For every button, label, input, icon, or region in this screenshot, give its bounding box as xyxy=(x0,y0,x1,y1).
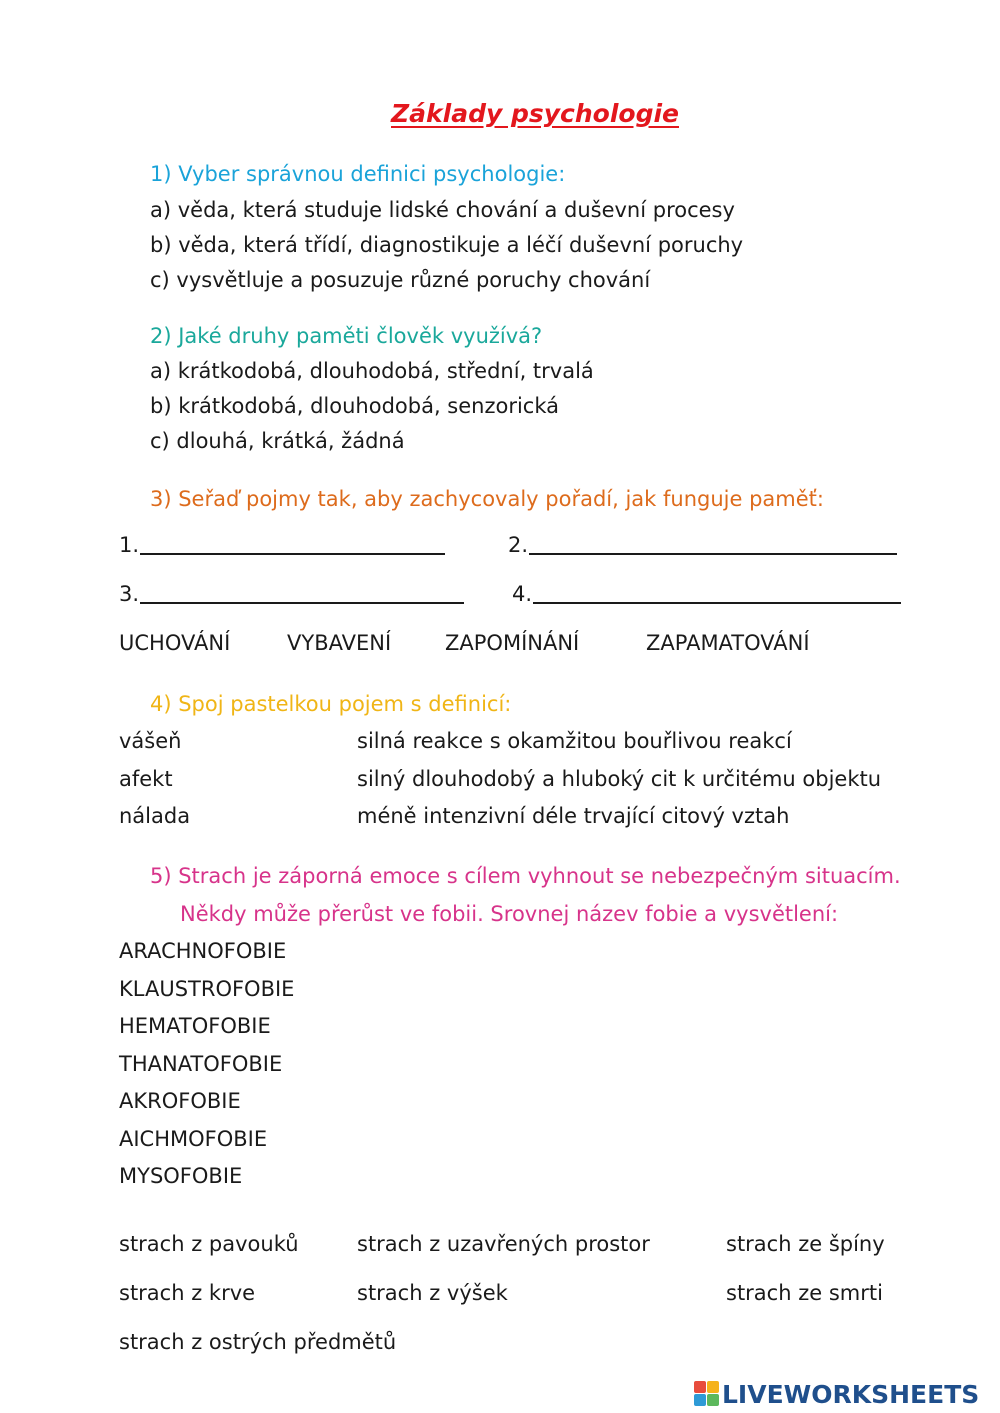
phobia-klaustrofobie[interactable]: KLAUSTROFOBIE xyxy=(119,977,295,1001)
question-1: 1) Vyber správnou definici psychologie: xyxy=(150,162,566,186)
liveworksheets-logo-icon xyxy=(694,1381,720,1407)
blank-number: 2. xyxy=(508,533,529,557)
answer-blank-3[interactable] xyxy=(119,582,464,608)
match-term-vasen[interactable]: vášeň xyxy=(119,729,182,753)
question-5-line-1: 5) Strach je záporná emoce s cílem vyhnout se nebezpečným situacím. xyxy=(150,864,901,888)
term-vybaveni: VYBAVENÍ xyxy=(287,631,392,655)
blank-line[interactable] xyxy=(533,602,901,604)
question-3: 3) Seřaď pojmy tak, aby zachycovaly pořadí, jak funguje paměť: xyxy=(150,487,824,511)
phobia-aichmofobie[interactable]: AICHMOFOBIE xyxy=(119,1127,268,1151)
blank-line[interactable] xyxy=(140,602,464,604)
q2-option-c[interactable]: c) dlouhá, krátká, žádná xyxy=(150,429,405,453)
explanation-spiny[interactable]: strach ze špíny xyxy=(726,1232,885,1256)
blank-number: 3. xyxy=(119,582,140,606)
blank-line[interactable] xyxy=(529,553,897,555)
phobia-thanatofobie[interactable]: THANATOFOBIE xyxy=(119,1052,283,1076)
explanation-ostrych-predmetu[interactable]: strach z ostrých předmětů xyxy=(119,1330,397,1354)
match-term-afekt[interactable]: afekt xyxy=(119,767,173,791)
question-4: 4) Spoj pastelkou pojem s definicí: xyxy=(150,692,512,716)
match-definition-3[interactable]: méně intenzivní déle trvající citový vztah xyxy=(357,804,790,828)
answer-blank-1[interactable] xyxy=(119,533,445,559)
match-definition-1[interactable]: silná reakce s okamžitou bouřlivou reakcí xyxy=(357,729,792,753)
phobia-akrofobie[interactable]: AKROFOBIE xyxy=(119,1089,241,1113)
q2-option-b[interactable]: b) krátkodobá, dlouhodobá, senzorická xyxy=(150,394,560,418)
question-5-line-2: Někdy může přerůst ve fobii. Srovnej název fobie a vysvětlení: xyxy=(180,902,839,926)
phobia-hematofobie[interactable]: HEMATOFOBIE xyxy=(119,1014,271,1038)
logo-wordmark: LIVEWORKSHEETS xyxy=(722,1379,980,1409)
explanation-vysek[interactable]: strach z výšek xyxy=(357,1281,508,1305)
liveworksheets-logo xyxy=(694,1380,979,1408)
term-zapominani: ZAPOMÍNÁNÍ xyxy=(445,631,580,655)
explanation-uzavrenych-prostor[interactable]: strach z uzavřených prostor xyxy=(357,1232,650,1256)
phobia-mysofobie[interactable]: MYSOFOBIE xyxy=(119,1164,243,1188)
explanation-krve[interactable]: strach z krve xyxy=(119,1281,256,1305)
term-zapamatovani: ZAPAMATOVÁNÍ xyxy=(646,631,810,655)
blank-number: 4. xyxy=(512,582,533,606)
explanation-pavouku[interactable]: strach z pavouků xyxy=(119,1232,299,1256)
blank-line[interactable] xyxy=(140,553,445,555)
question-2: 2) Jaké druhy paměti člověk využívá? xyxy=(150,324,543,348)
page-title: Základy psychologie xyxy=(391,99,679,128)
match-definition-2[interactable]: silný dlouhodobý a hluboký cit k určitému objektu xyxy=(357,767,882,791)
phobia-arachnofobie[interactable]: ARACHNOFOBIE xyxy=(119,939,287,963)
answer-blank-2[interactable] xyxy=(508,533,897,559)
blank-number: 1. xyxy=(119,533,140,557)
match-term-nalada[interactable]: nálada xyxy=(119,804,191,828)
q1-option-a[interactable]: a) věda, která studuje lidské chování a duševní procesy xyxy=(150,198,735,222)
q1-option-b[interactable]: b) věda, která třídí, diagnostikuje a léčí duševní poruchy xyxy=(150,233,744,257)
explanation-smrti[interactable]: strach ze smrti xyxy=(726,1281,883,1305)
q1-option-c[interactable]: c) vysvětluje a posuzuje různé poruchy chování xyxy=(150,268,651,292)
term-uchovani: UCHOVÁNÍ xyxy=(119,631,231,655)
q2-option-a[interactable]: a) krátkodobá, dlouhodobá, střední, trvalá xyxy=(150,359,594,383)
answer-blank-4[interactable] xyxy=(512,582,901,608)
